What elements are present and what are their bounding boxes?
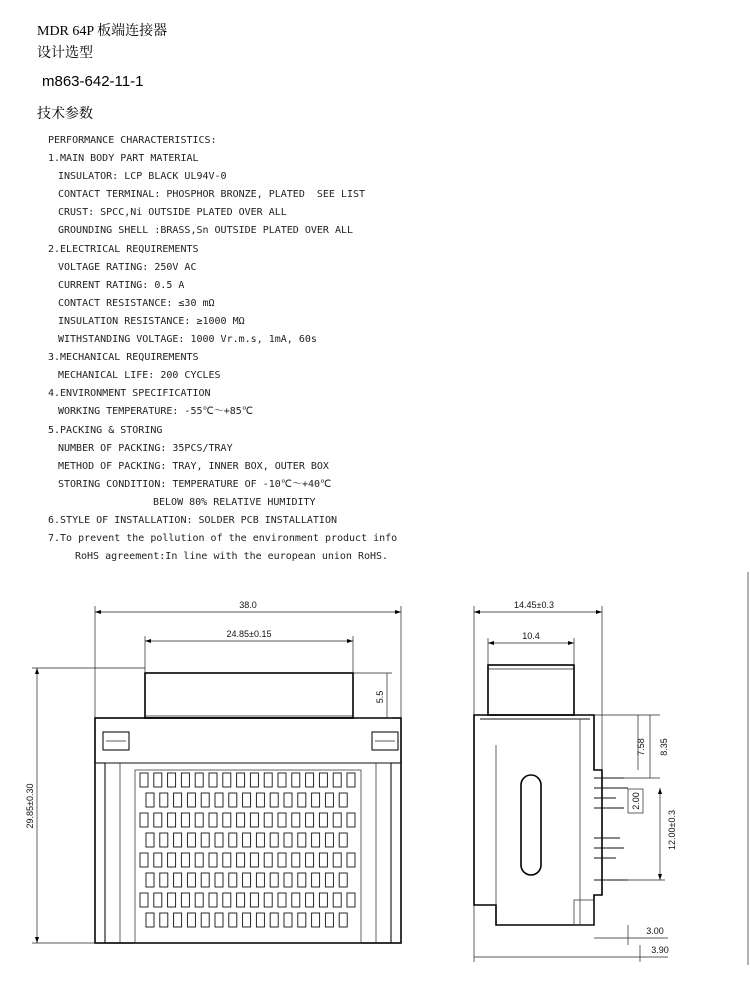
contact-pin (270, 873, 278, 887)
dim-side-200: 2.00 (631, 792, 641, 810)
contact-pin (347, 773, 355, 787)
contact-pin (298, 793, 306, 807)
contact-pin (229, 793, 237, 807)
contact-pin (333, 893, 341, 907)
contact-pin (339, 833, 347, 847)
spec-humidity: BELOW 80% RELATIVE HUMIDITY (153, 496, 316, 508)
contact-pin (223, 773, 231, 787)
contact-pin (160, 873, 168, 887)
contact-pin (154, 813, 162, 827)
contact-pin (229, 873, 237, 887)
dim-front-top: 5.5 (375, 690, 385, 704)
contact-pin (298, 833, 306, 847)
contact-pin (174, 873, 182, 887)
section-heading-parameters: 技术参数 (37, 106, 93, 122)
contact-pin (195, 773, 203, 787)
contact-pin (237, 893, 245, 907)
contact-pin (306, 813, 314, 827)
contact-pin (333, 773, 341, 787)
contact-pin (264, 813, 272, 827)
front-housing-outline (95, 718, 401, 943)
contact-pin (306, 853, 314, 867)
contact-pin (270, 833, 278, 847)
contact-pin (284, 913, 292, 927)
contact-pin (278, 893, 286, 907)
contact-pin (187, 833, 195, 847)
contact-pin (325, 793, 333, 807)
side-view (474, 600, 677, 962)
contact-pin (229, 913, 237, 927)
contact-pin (209, 853, 217, 867)
contact-pin (201, 793, 209, 807)
contact-pin (168, 893, 176, 907)
contact-pin (339, 873, 347, 887)
dim-side-390: 3.90 (651, 945, 669, 955)
contact-pin (168, 773, 176, 787)
contact-pin (312, 833, 320, 847)
contact-pin (140, 813, 148, 827)
spec-current-rating: CURRENT RATING: 0.5 A (58, 279, 185, 291)
spec-mechanical-life: MECHANICAL LIFE: 200 CYCLES (58, 370, 221, 382)
contact-pin (237, 813, 245, 827)
contact-pin (292, 773, 300, 787)
contact-pin (140, 853, 148, 867)
contact-pin (284, 833, 292, 847)
contact-pin (256, 913, 264, 927)
contact-pin (140, 893, 148, 907)
spec-method-of-packing: METHOD OF PACKING: TRAY, INNER BOX, OUTER BOX (58, 460, 329, 472)
contact-pin (215, 873, 223, 887)
contact-pin (264, 893, 272, 907)
side-latch-slot (521, 775, 541, 875)
side-pins (594, 778, 628, 880)
spec-storing-condition: STORING CONDITION: TEMPERATURE OF -10℃～+40℃ (58, 478, 332, 490)
contact-pin (195, 893, 203, 907)
spec-section-4: 4.ENVIRONMENT SPECIFICATION (48, 388, 211, 400)
contact-pin (278, 813, 286, 827)
contact-pin (278, 853, 286, 867)
contact-pin (325, 913, 333, 927)
dim-side-758: 7.58 (636, 738, 646, 756)
contact-pin (284, 873, 292, 887)
contact-pin (319, 893, 327, 907)
contact-pin (319, 773, 327, 787)
contact-pin (187, 793, 195, 807)
contact-pin (201, 833, 209, 847)
dim-front-inner: 24.85±0.15 (226, 629, 272, 639)
contact-pin (339, 793, 347, 807)
contact-pin (181, 853, 189, 867)
side-housing-outline (474, 715, 602, 925)
contact-pin (168, 853, 176, 867)
contact-pin (256, 833, 264, 847)
contact-pin (312, 913, 320, 927)
contact-pin (256, 873, 264, 887)
contact-pin (284, 793, 292, 807)
contact-pin (292, 813, 300, 827)
contact-pin (243, 913, 251, 927)
spec-voltage-rating: VOLTAGE RATING: 250V AC (58, 261, 197, 273)
contact-pin (333, 813, 341, 827)
contact-pin (187, 913, 195, 927)
contact-pin (215, 913, 223, 927)
section-heading-selection: 设计选型 (37, 45, 93, 61)
contact-pin (278, 773, 286, 787)
contact-pin (325, 873, 333, 887)
contact-pin (223, 813, 231, 827)
contact-pin (215, 793, 223, 807)
dim-side-depth: 14.45±0.3 (514, 600, 554, 610)
spec-section-3: 3.MECHANICAL REQUIREMENTS (48, 352, 199, 364)
spec-section-7: 7.To prevent the pollution of the environment product info (48, 533, 398, 545)
contact-pin (264, 773, 272, 787)
contact-pin (319, 853, 327, 867)
front-top-block (145, 673, 353, 718)
contact-pin (270, 793, 278, 807)
side-top-block (488, 665, 574, 715)
spec-section-1: 1.MAIN BODY PART MATERIAL (48, 153, 199, 165)
contact-pin (319, 813, 327, 827)
contact-pin (250, 813, 258, 827)
contact-pin (298, 873, 306, 887)
contact-pin (209, 773, 217, 787)
contact-pin (160, 793, 168, 807)
spec-contact-resistance: CONTACT RESISTANCE: ≤30 mΩ (58, 297, 215, 309)
spec-section-2: 2.ELECTRICAL REQUIREMENTS (48, 243, 199, 255)
contact-pin (270, 913, 278, 927)
dim-front-height: 29.85±0.30 (25, 783, 35, 829)
contact-pin (347, 853, 355, 867)
spec-withstanding-voltage: WITHSTANDING VOLTAGE: 1000 Vr.m.s, 1mA, 60s (58, 334, 317, 346)
front-view (25, 600, 401, 943)
dim-side-835: 8.35 (659, 738, 669, 756)
part-number: m863-642-11-1 (42, 73, 144, 90)
contact-pin (195, 853, 203, 867)
contact-pin (223, 853, 231, 867)
contact-pin (347, 893, 355, 907)
contact-pin (229, 833, 237, 847)
contact-pin (154, 893, 162, 907)
spec-working-temperature: WORKING TEMPERATURE: -55℃～+85℃ (58, 406, 254, 418)
contact-pin (306, 893, 314, 907)
contact-pin (174, 793, 182, 807)
spec-section-6: 6.STYLE OF INSTALLATION: SOLDER PCB INSTALLATION (48, 514, 337, 526)
dim-side-300: 3.00 (646, 926, 664, 936)
spec-insulator: INSULATOR: LCP BLACK UL94V-0 (58, 171, 227, 183)
spec-grounding-shell: GROUNDING SHELL :BRASS,Sn OUTSIDE PLATED OVER ALL (58, 225, 354, 237)
contact-pin (298, 913, 306, 927)
contact-pin (209, 813, 217, 827)
contact-pin (181, 773, 189, 787)
contact-pin (243, 793, 251, 807)
contact-pin (347, 813, 355, 827)
spec-insulation-resistance: INSULATION RESISTANCE: ≥1000 MΩ (58, 315, 245, 327)
contact-grid (140, 773, 355, 927)
contact-pin (195, 813, 203, 827)
contact-pin (146, 913, 154, 927)
contact-pin (140, 773, 148, 787)
contact-pin (243, 833, 251, 847)
spec-heading: PERFORMANCE CHARACTERISTICS: (48, 135, 217, 146)
contact-pin (174, 913, 182, 927)
contact-pin (160, 833, 168, 847)
contact-pin (312, 793, 320, 807)
spec-contact-terminal: CONTACT TERMINAL: PHOSPHOR BRONZE, PLATED SEE LIST (58, 189, 366, 201)
spec-rohs: RoHS agreement:In line with the european union RoHS. (75, 551, 389, 563)
contact-pin (154, 853, 162, 867)
contact-pin (306, 773, 314, 787)
contact-pin (250, 773, 258, 787)
spec-section-5: 5.PACKING & STORING (48, 424, 163, 436)
contact-pin (237, 773, 245, 787)
contact-pin (160, 913, 168, 927)
contact-pin (215, 833, 223, 847)
contact-pin (209, 893, 217, 907)
dim-side-1200: 12.00±0.3 (667, 810, 677, 850)
contact-pin (146, 793, 154, 807)
dim-side-top: 10.4 (522, 631, 540, 641)
contact-pin (181, 813, 189, 827)
contact-pin (339, 913, 347, 927)
contact-pin (312, 873, 320, 887)
contact-pin (250, 893, 258, 907)
contact-pin (223, 893, 231, 907)
spec-crust: CRUST: SPCC,Ni OUTSIDE PLATED OVER ALL (58, 207, 287, 219)
product-title: MDR 64P 板端连接器 (37, 24, 168, 39)
contact-pin (333, 853, 341, 867)
spec-number-of-packing: NUMBER OF PACKING: 35PCS/TRAY (58, 442, 233, 454)
contact-pin (201, 873, 209, 887)
contact-pin (237, 853, 245, 867)
contact-pin (146, 873, 154, 887)
contact-pin (292, 893, 300, 907)
contact-pin (243, 873, 251, 887)
contact-pin (181, 893, 189, 907)
contact-pin (250, 853, 258, 867)
contact-pin (292, 853, 300, 867)
contact-pin (146, 833, 154, 847)
contact-pin (174, 833, 182, 847)
contact-pin (325, 833, 333, 847)
contact-pin (154, 773, 162, 787)
dim-front-width: 38.0 (239, 600, 257, 610)
contact-pin (264, 853, 272, 867)
contact-pin (256, 793, 264, 807)
contact-pin (201, 913, 209, 927)
contact-pin (168, 813, 176, 827)
contact-pin (187, 873, 195, 887)
